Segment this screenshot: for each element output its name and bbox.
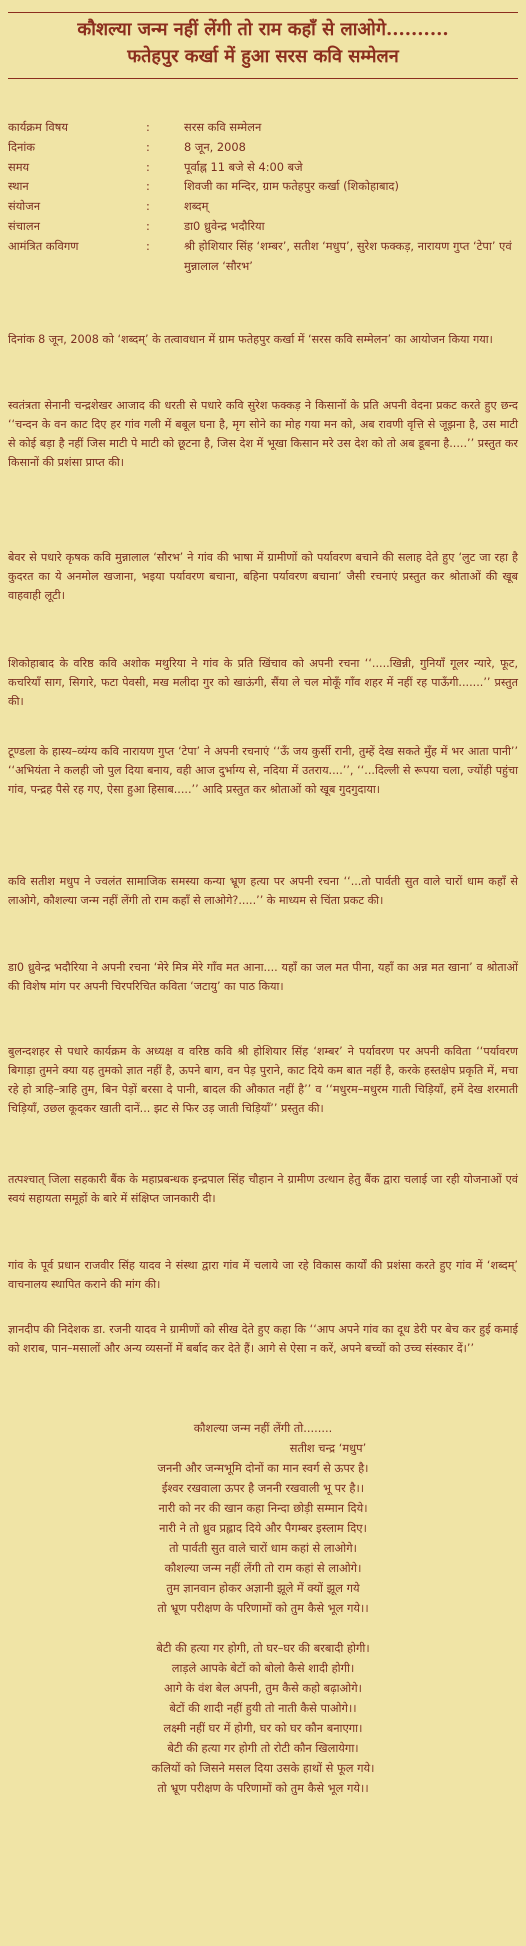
poem-title: कौशल्या जन्म नहीं लेंगी तो........ (193, 1421, 333, 1435)
detail-label: संचालन (8, 218, 40, 233)
poem-line: तो पार्वती सुत वाले चारों धाम कहां से लाओगे। (169, 1541, 357, 1555)
paragraph-dhruvendra-bhadauriya: डा0 ध्रुवेन्द्र भदौरिया ने अपनी रचना ‘मेरे मित्र मेरे गाँव मत आना.... यहाँ का जल मत पीना, यहाँ का अन्न मत खाना’ व श्रोताओं की विशेष मांग पर अपनी चिरपरिचित कविता ‘जटायु’ का पाठ किया। (8, 961, 518, 993)
detail-separator: : (146, 159, 150, 174)
paragraph-ashok-mathuriya: शिकोहाबाद के वरिष्ठ कवि अशोक मथुरिया ने गांव के प्रति खिंचाव को अपनी रचना ‘‘.....खिन्नी, गुनियाँ गूलर न्यारे, फूट, कचरियाँ साग, सिगारे, फटा पेवसी, मख मलीदा गुर को खाऊंगी, सैंया ले चल मोकूँ गाँव शहर में नहीं रह पाऊँगी.......’’ प्रस्तुत की। (8, 657, 518, 708)
detail-label: संयोजन (8, 199, 41, 214)
top-rule (8, 12, 518, 13)
detail-separator: : (146, 179, 150, 194)
detail-row-poets (8, 237, 520, 277)
detail-label: समय (8, 159, 30, 174)
poem-author: सतीश चन्द्र ‘मधुप’ (289, 1441, 367, 1455)
paragraph-indrapal-singh: तत्पश्चात् जिला सहकारी बैंक के महाप्रबन्धक इन्द्रपाल सिंह चौहान ने ग्रामीण उत्थान हेतु बैंक द्वारा चलाई जा रही योजनाओं एवं स्वयं सहायता समूहों के बारे में संक्षिप्त जानकारी दी। (8, 1173, 518, 1205)
detail-separator: : (146, 139, 150, 154)
poem-line: ईश्वर रखवाला ऊपर है जननी रखवाली भू पर है।। (161, 1481, 365, 1495)
page-title: कौशल्या जन्म नहीं लेंगी तो राम कहाँ से लाओगे.......... (77, 19, 449, 40)
poem-line: तो भ्रूण परीक्षण के परिणामों को तुम कैसे भूल गये।। (157, 1781, 369, 1795)
paragraph-rajni-yadav: ज्ञानदीप की निदेशक डा. रजनी यादव ने ग्रामीणों को सीख देते हुए कहा कि ‘‘आप अपने गांव का दूध डेरी पर बेच कर हुई कमाई को शराब, पान–मसालों और अन्य व्यसनों में बर्बाद कर देते हैं। आगे से ऐसा न करें, अपने बच्चों को उच्च संस्कार दें।’’ (8, 1323, 518, 1355)
detail-separator: : (146, 199, 150, 214)
poem-line: लाड़ले आपके बेटों को बोलो कैसे शादी होगी। (171, 1661, 355, 1675)
poem-line: लक्ष्मी नहीं घर में होगी, घर को घर कौन बनाएगा। (163, 1721, 363, 1735)
event-details (8, 118, 520, 276)
detail-value: सरस कवि सम्मेलन (184, 120, 262, 134)
poem-line: बेटों की शादी नहीं हुयी तो नाती कैसे पाओगे।। (169, 1701, 357, 1715)
poem-line: तुम ज्ञानवान होकर अज्ञानी झूले में क्यों झूल गये (166, 1581, 360, 1595)
detail-value: शब्दम् (184, 199, 209, 214)
detail-label: कार्यक्रम विषय (8, 120, 68, 134)
paragraph-munnalal-saurabh: बेवर से पधारे कृषक कवि मुन्नालाल ‘सौरभ’ ने गांव की भाषा में ग्रामीणों को पर्यावरण बचाने की सलाह देते हुए ‘लुट जा रहा है कुदरत का ये अनमोल खजाना, भइया पर्यावरण बचाना, बहिना पर्यावरण बचाना’ जैसी रचनाएं प्रस्तुत कर श्रोताओं की खूब वाहवाही लूटी। (8, 551, 518, 602)
detail-row-anchor (8, 217, 520, 237)
bottom-rule (8, 78, 518, 79)
detail-row-venue (8, 177, 520, 197)
poem-line: आगे के वंश बेल अपनी, तुम कैसे कहो बढ़ाओगे। (164, 1681, 362, 1695)
detail-value: श्री होशियार सिंह ‘शम्बर’, सतीश ‘मधुप’, सुरेश फक्कड़, नारायण गुप्त ‘टेपा’ एवं मुन्नालाल ‘सौरभ’ (184, 238, 512, 273)
title-block (8, 16, 518, 70)
detail-label: दिनांक (8, 139, 36, 154)
detail-separator: : (146, 238, 150, 253)
detail-value: डा0 ध्रुवेन्द्र भदौरिया (184, 218, 265, 233)
detail-separator: : (146, 218, 150, 233)
paragraph-intro: दिनांक 8 जून, 2008 को ‘शब्दम्’ के तत्वावधान में ग्राम फतेहपुर कर्खा में ‘सरस कवि सम्मेलन’ का आयोजन किया गया। (8, 333, 493, 346)
poem (0, 1418, 526, 1798)
poem-line: कलियों को जिसने मसल दिया उसके हाथों से फूल गये। (151, 1761, 375, 1775)
detail-label: आमंत्रित कविगण (8, 238, 79, 253)
detail-value: शिवजी का मन्दिर, ग्राम फतेहपुर कर्खा (शिकोहाबाद) (184, 179, 399, 194)
page-subtitle: फतेहपुर कर्खा में हुआ सरस कवि सम्मेलन (127, 46, 399, 67)
poem-line: नारी को नर की खान कहा निन्दा छोड़ी सम्मान दिये। (158, 1501, 368, 1515)
detail-row-date (8, 138, 520, 158)
detail-value: 8 जून, 2008 (184, 139, 246, 154)
paragraph-suresh-fakkad: स्वतंत्रता सेनानी चन्द्रशेखर आजाद की धरती से पधारे कवि सुरेश फक्कड़ ने किसानों के प्रति अपनी वेदना प्रकट करते हुए छन्द ‘‘चन्दन के वन काट दिए हर गांव गली में बबूल घना है, मृग सोने का मोह गया मन को, अब रावणी वृत्ति से जूझना है, उस माटी से कोई बड़ा है नहीं जिस माटी पे माटी को छूटना है, जिस देश में भूखा किसान मरे उस देश को तो अब डूबना है.....’’ प्रस्तुत कर किसानों की प्रशंसा प्राप्त की। (8, 399, 518, 469)
paragraph-satish-madhup: कवि सतीश मधुप ने ज्वलंत सामाजिक समस्या कन्या भ्रूण हत्या पर अपनी रचना ‘‘...तो पार्वती सुत वाले चारों धाम कहाँ से लाओगे, कौशल्या जन्म नहीं लेंगी तो राम कहाँ से लाओगे?.....’’ के माध्यम से चिंता प्रकट की। (8, 875, 518, 907)
poem-line: नारी ने तो ध्रुव प्रह्लाद दिये और पैगम्बर इस्लाम दिए। (159, 1521, 367, 1535)
stanza-spacer (0, 1618, 526, 1638)
paragraph-narayan-gupt: टूण्डला के हास्य–व्यंग्य कवि नारायण गुप्त ‘टेपा’ ने अपनी रचनाएं ‘‘ऊँ जय कुर्सी रानी, तुम्हें देख सकते मुँह में भर आता पानी’’ ‘‘अभियंता ने कलही जो पुल दिया बनाय, वही आज दुर्भाग्य से, नदिया में उतराय....’’, ‘‘...दिल्ली से रूपया चला, ज्योंही पहुंचा गांव, पन्द्रह पैसे रह गए, ऐसा हुआ हिसाब.....’’ आदि प्रस्तुत कर श्रोताओं को खूब गुदगुदाया। (8, 745, 518, 796)
poem-line: कौशल्या जन्म नहीं लेंगी तो राम कहां से लाओगे। (164, 1561, 362, 1575)
paragraph-hoshiyar-singh: बुलन्दशहर से पधारे कार्यक्रम के अध्यक्ष व वरिष्ठ कवि श्री होशियार सिंह ‘शम्बर’ ने पर्यावरण पर अपनी कविता ‘‘पर्यावरण बिगाड़ा तुमने क्या यह तुमको ज्ञात नहीं है, ऊपने बाग, वन पेड़ पुराने, काट दिये कम बात नहीं है, करके हस्तक्षेप प्रकृति में, मचा रहे हो त्राहि–त्राहि तुम, बिन पेड़ों बरसा दे पानी, बादल की औकात नहीं है’’ व ‘‘मधुरम–मधुरम गाती चिड़ियाँ, हमें देख शरमाती चिड़ियाँ, उछल कूदकर खाती दानें... झट से फिर उड़ जाती चिड़ियाँ’’ प्रस्तुत की। (8, 1045, 518, 1115)
poem-line: बेटी की हत्या गर होगी तो रोटी कौन खिलायेगा। (167, 1741, 359, 1755)
poem-line: बेटी की हत्या गर होगी, तो घर–घर की बरबादी होगी। (156, 1641, 370, 1655)
poem-line: तो भ्रूण परीक्षण के परिणामों को तुम कैसे भूल गये।। (157, 1601, 369, 1615)
detail-separator: : (146, 120, 150, 134)
detail-row-time (8, 158, 520, 178)
paragraph-rajveer-singh: गांव के पूर्व प्रधान राजवीर सिंह यादव ने संस्था द्वारा गांव में चलाये जा रहे विकास कार्यों की प्रशंसा करते हुए गांव में ‘शब्दम्’ वाचनालय स्थापित कराने की मांग की। (8, 1259, 518, 1291)
poem-line: जननी और जन्मभूमि दोनों का मान स्वर्ग से ऊपर है। (157, 1461, 369, 1475)
detail-value: पूर्वाह्न 11 बजे से 4:00 बजे (184, 159, 303, 174)
detail-row-organizer (8, 197, 520, 217)
detail-row-subject (8, 118, 520, 138)
detail-label: स्थान (8, 179, 29, 194)
